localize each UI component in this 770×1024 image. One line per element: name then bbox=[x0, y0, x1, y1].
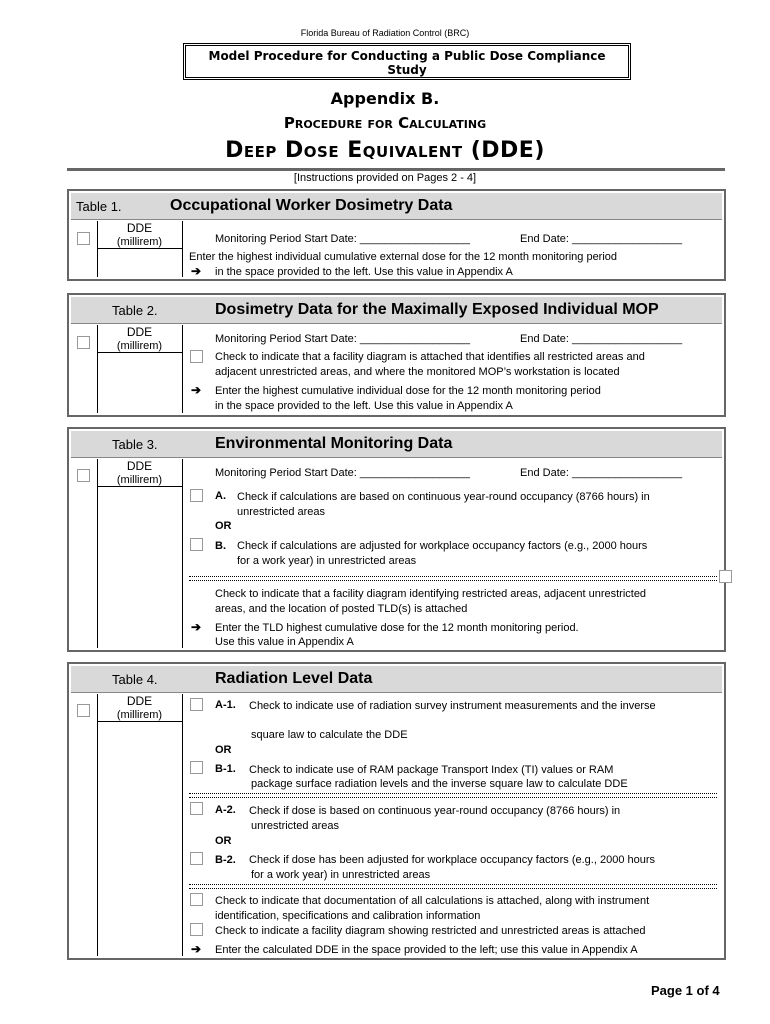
option-b-line1: Check if calculations are adjusted for workplace occupancy factors (e.g., 2000 hours bbox=[237, 540, 648, 552]
table-2-dde-column bbox=[97, 325, 183, 413]
option-a2-line1: Check if dose is based on continuous year-round occupancy (8766 hours) in bbox=[249, 805, 621, 817]
agency-name: Florida Bureau of Radiation Control (BRC) bbox=[300, 28, 470, 38]
separator-stars bbox=[189, 576, 717, 581]
model-procedure-line1: Model Procedure for Conducting a Public Dose Compliance bbox=[208, 49, 606, 63]
table-4-documentation-checkbox[interactable] bbox=[190, 893, 203, 906]
table-4 bbox=[67, 662, 726, 960]
table-3-header bbox=[71, 431, 722, 458]
option-a-line2: unrestricted areas bbox=[237, 506, 326, 518]
table-4-diagram-line: Check to indicate a facility diagram showing restricted and unrestricted areas is attached bbox=[215, 925, 646, 937]
table-2 bbox=[67, 293, 726, 417]
table-3-entry-checkcol bbox=[71, 459, 98, 648]
table-2-header bbox=[71, 297, 722, 324]
table-3-option-b-checkbox[interactable] bbox=[190, 538, 203, 551]
table-2-entry-checkcol bbox=[71, 325, 98, 413]
table-3-dde-column bbox=[97, 459, 183, 648]
option-a1-line2: square law to calculate the DDE bbox=[251, 729, 408, 741]
table-4-option-a1-checkbox[interactable] bbox=[190, 698, 203, 711]
procedure-subtitle: Procedure for Calculating bbox=[283, 114, 487, 132]
table-1-entry-checkbox[interactable] bbox=[77, 232, 90, 245]
table-1-header bbox=[71, 193, 722, 220]
table-4-doc-line1: Check to indicate that documentation of all calculations is attached, along with instrument bbox=[215, 895, 650, 907]
option-b2-line1: Check if dose has been adjusted for workplace occupancy factors (e.g., 2000 hours bbox=[249, 854, 656, 866]
table-2-dde-header bbox=[97, 325, 182, 353]
table-1-instruction-line2: in the space provided to the left. Use this value in Appendix A bbox=[215, 266, 513, 278]
table-3-enter-line2: Use this value in Appendix A bbox=[215, 636, 354, 648]
instructions-note: [Instructions provided on Pages 2 - 4] bbox=[293, 172, 477, 184]
arrow-left-icon: ➔ bbox=[191, 620, 202, 634]
option-a2-line2: unrestricted areas bbox=[251, 820, 340, 832]
dde-title: Deep Dose Equivalent (DDE) bbox=[225, 138, 545, 163]
table-3-title: Environmental Monitoring Data bbox=[215, 435, 453, 452]
end-date-field[interactable]: End Date: __________________ bbox=[520, 233, 683, 245]
table-4-label: Table 4. bbox=[112, 672, 158, 687]
table-1-dde-column bbox=[97, 221, 183, 277]
table-2-check-line1: Check to indicate that a facility diagram is attached that identifies all restricted areas and bbox=[215, 351, 645, 363]
table-1-title: Occupational Worker Dosimetry Data bbox=[170, 197, 453, 214]
end-date-field[interactable]: End Date: __________________ bbox=[520, 333, 683, 345]
table-2-check-line2: adjacent unrestricted areas, and where the monitored MOP’s workstation is located bbox=[215, 366, 620, 378]
table-3 bbox=[67, 427, 726, 652]
start-date-field[interactable]: Monitoring Period Start Date: __________________ bbox=[215, 333, 471, 345]
option-b-label: B. bbox=[215, 540, 226, 552]
model-procedure-box bbox=[183, 43, 631, 80]
table-2-label: Table 2. bbox=[112, 303, 158, 318]
table-2-enter-line1: Enter the highest cumulative individual dose for the 12 month monitoring period bbox=[215, 385, 601, 397]
table-2-title: Dosimetry Data for the Maximally Exposed Individual MOP bbox=[215, 301, 659, 318]
table-4-option-b1-checkbox[interactable] bbox=[190, 761, 203, 774]
table-1-dde-header bbox=[97, 221, 182, 249]
model-procedure-line2: Study bbox=[387, 63, 427, 77]
table-4-option-b2-checkbox[interactable] bbox=[190, 852, 203, 865]
table-1-label: Table 1. bbox=[76, 199, 122, 214]
appendix-title: Appendix B. bbox=[330, 89, 440, 108]
unit-label: (millirem) bbox=[116, 474, 163, 486]
dde-label: DDE bbox=[126, 694, 153, 708]
table-4-enter-line: Enter the calculated DDE in the space provided to the left; use this value in Appendix A bbox=[215, 944, 638, 956]
table-4-title: Radiation Level Data bbox=[215, 670, 373, 687]
table-3-dde-header bbox=[97, 459, 182, 487]
unit-label: (millirem) bbox=[116, 709, 163, 721]
table-4-entry-checkcol bbox=[71, 694, 98, 956]
option-a-line1: Check if calculations are based on continuous year-round occupancy (8766 hours) in bbox=[237, 491, 650, 503]
end-date-field[interactable]: End Date: __________________ bbox=[520, 467, 683, 479]
table-3-diagram-line1: Check to indicate that a facility diagram identifying restricted areas, adjacent unrestricted bbox=[215, 588, 647, 600]
option-a1-label: A-1. bbox=[215, 699, 236, 711]
table-4-entry-checkbox[interactable] bbox=[77, 704, 90, 717]
dde-label: DDE bbox=[126, 325, 153, 339]
option-a1-line1: Check to indicate use of radiation survey instrument measurements and the inverse bbox=[249, 700, 656, 712]
table-3-diagram-checkbox[interactable] bbox=[719, 570, 732, 583]
option-a-label: A. bbox=[215, 490, 226, 502]
option-b2-label: B-2. bbox=[215, 854, 236, 866]
option-b1-label: B-1. bbox=[215, 763, 236, 775]
table-3-option-a-checkbox[interactable] bbox=[190, 489, 203, 502]
table-2-enter-line2: in the space provided to the left. Use this value in Appendix A bbox=[215, 400, 513, 412]
option-b1-line2: package surface radiation levels and the inverse square law to calculate DDE bbox=[251, 778, 628, 790]
table-2-diagram-checkbox[interactable] bbox=[190, 350, 203, 363]
dde-label: DDE bbox=[126, 459, 153, 473]
start-date-field[interactable]: Monitoring Period Start Date: __________________ bbox=[215, 467, 471, 479]
title-rule bbox=[67, 168, 725, 171]
dde-label: DDE bbox=[126, 221, 153, 235]
table-1-entry-checkcol bbox=[71, 221, 98, 277]
table-4-header bbox=[71, 666, 722, 693]
table-1-instruction-line1: Enter the highest individual cumulative external dose for the 12 month monitoring period bbox=[189, 251, 618, 263]
table-3-label: Table 3. bbox=[112, 437, 158, 452]
option-b1-line1: Check to indicate use of RAM package Transport Index (TI) values or RAM bbox=[249, 764, 614, 776]
separator-stars bbox=[189, 884, 717, 889]
option-b2-line2: for a work year) in unrestricted areas bbox=[251, 869, 431, 881]
arrow-left-icon: ➔ bbox=[191, 264, 202, 278]
start-date-field[interactable]: Monitoring Period Start Date: __________________ bbox=[215, 233, 471, 245]
arrow-left-icon: ➔ bbox=[191, 942, 202, 956]
table-3-entry-checkbox[interactable] bbox=[77, 469, 90, 482]
table-4-dde-column bbox=[97, 694, 183, 956]
arrow-left-icon: ➔ bbox=[191, 383, 202, 397]
or-label: OR bbox=[215, 744, 232, 756]
table-4-dde-header bbox=[97, 694, 182, 722]
separator-stars bbox=[189, 793, 717, 798]
table-3-diagram-line2: areas, and the location of posted TLD(s) is attached bbox=[215, 603, 468, 615]
table-2-entry-checkbox[interactable] bbox=[77, 336, 90, 349]
table-4-doc-line2: identification, specifications and calibration information bbox=[215, 910, 481, 922]
or-label: OR bbox=[215, 520, 232, 532]
table-4-option-a2-checkbox[interactable] bbox=[190, 802, 203, 815]
option-a2-label: A-2. bbox=[215, 804, 236, 816]
unit-label: (millirem) bbox=[116, 236, 163, 248]
or-label: OR bbox=[215, 835, 232, 847]
table-3-enter-line1: Enter the TLD highest cumulative dose for the 12 month monitoring period. bbox=[215, 622, 579, 634]
page-number: Page 1 of 4 bbox=[651, 983, 720, 998]
option-b-line2: for a work year) in unrestricted areas bbox=[237, 555, 417, 567]
table-1 bbox=[67, 189, 726, 281]
table-4-diagram-checkbox[interactable] bbox=[190, 923, 203, 936]
unit-label: (millirem) bbox=[116, 340, 163, 352]
